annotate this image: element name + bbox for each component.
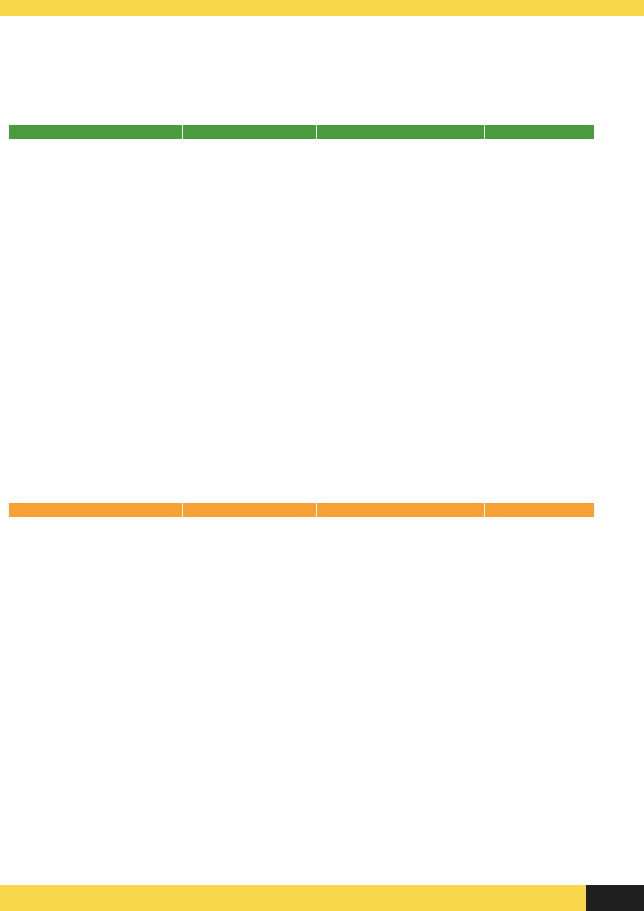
page-number xyxy=(586,885,644,911)
header-destination xyxy=(317,503,485,518)
header-form xyxy=(9,125,183,140)
header-timing xyxy=(183,125,317,140)
header-penalty xyxy=(485,125,595,140)
top-accent-bar xyxy=(0,0,644,16)
table-header-row xyxy=(9,503,595,518)
bottom-accent-bar xyxy=(0,885,644,911)
header-destination xyxy=(317,125,485,140)
header-timing xyxy=(183,503,317,518)
header-penalty xyxy=(485,503,595,518)
table-electrical-equipment xyxy=(8,124,595,140)
table-header-row xyxy=(9,125,595,140)
table-pcb-waste xyxy=(8,502,595,518)
header-form xyxy=(9,503,183,518)
